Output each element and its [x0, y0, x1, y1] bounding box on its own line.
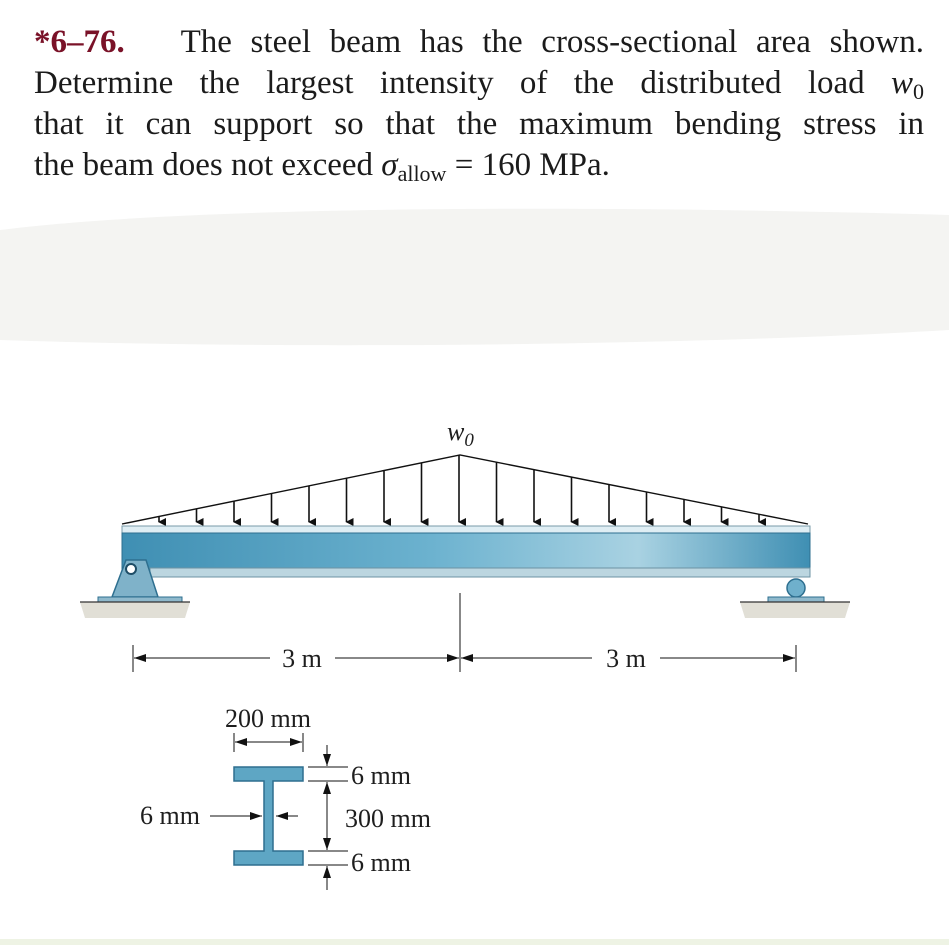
- stress-symbol: σ: [381, 147, 398, 183]
- bottom-strip: [0, 939, 949, 945]
- load-arrows: [159, 455, 759, 522]
- distributed-load: [122, 455, 808, 524]
- beam-web-face: [122, 533, 810, 569]
- problem-text-4-end: = 160 MPa.: [454, 147, 610, 183]
- beam: [122, 526, 810, 577]
- background-shade: [0, 209, 949, 345]
- load-symbol: w: [890, 65, 913, 101]
- ground-left: [80, 602, 190, 618]
- cross-section: [140, 704, 431, 890]
- load-label: $w_0$: [447, 417, 474, 451]
- span-dimensions: [133, 593, 796, 673]
- beam-bottom-flange: [150, 568, 810, 577]
- pin-icon: [126, 564, 136, 574]
- bottom-flange-thickness-label: 6 mm: [351, 848, 411, 877]
- stress-subscript: allow: [397, 161, 447, 186]
- problem-text-3: that it can support so that the maximum bending stress in: [34, 106, 924, 142]
- problem-text-1: The steel beam has the cross-sectional area shown.: [180, 24, 924, 60]
- roller-base-plate: [768, 597, 824, 602]
- problem-text-4: the beam does not exceed: [34, 147, 374, 183]
- load-subscript: 0: [913, 79, 924, 104]
- ground-right: [740, 602, 850, 618]
- load-outline: [122, 455, 808, 524]
- web-height-label: 300 mm: [345, 804, 431, 833]
- span-left-label: 3 m: [282, 644, 322, 673]
- pin-base-plate: [98, 597, 182, 602]
- roller-icon: [787, 579, 805, 597]
- roller-support: [740, 579, 850, 618]
- web-thickness-label: 6 mm: [140, 801, 200, 830]
- flange-width-label: 200 mm: [225, 704, 311, 733]
- problem-number: *6–76.: [34, 24, 125, 60]
- top-flange-thickness-label: 6 mm: [351, 761, 411, 790]
- problem-text-2: Determine the largest intensity of the distributed load: [34, 65, 865, 101]
- span-right-label: 3 m: [606, 644, 646, 673]
